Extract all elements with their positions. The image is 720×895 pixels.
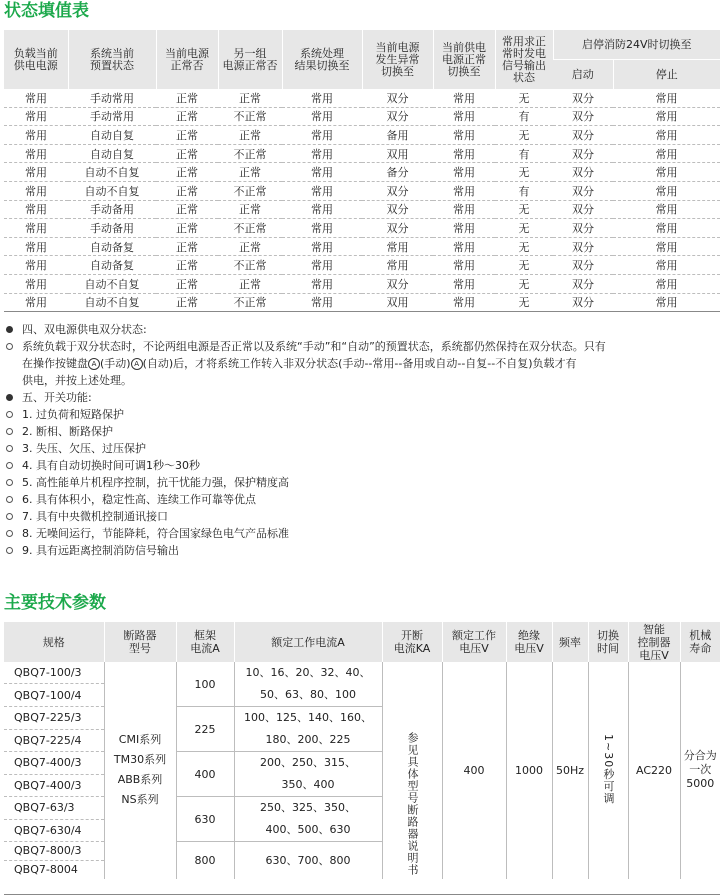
status-cell: 双用 — [362, 293, 433, 312]
status-cell: 双分 — [362, 219, 433, 238]
function-item: 2. 断相、断路保护 — [6, 423, 716, 440]
status-cell: 不正常 — [218, 293, 282, 312]
bullet-open-icon — [6, 547, 13, 554]
key-a-icon: A — [88, 358, 100, 370]
status-cell: 双分 — [362, 89, 433, 107]
spec-cell: QBQ7-225/3 — [4, 707, 104, 730]
status-cell: 正常 — [156, 89, 218, 107]
status-cell: 不正常 — [218, 219, 282, 238]
status-cell: 双分 — [553, 256, 613, 275]
status-cell: 常用 — [282, 274, 362, 293]
function-item: 7. 具有中央微机控制通讯接口 — [6, 508, 716, 525]
status-cell: 有 — [495, 107, 553, 126]
section1-title: 状态填值表 — [4, 1, 89, 21]
status-cell: 双分 — [553, 237, 613, 256]
status-cell: 常用 — [433, 163, 495, 182]
bullet-open-icon — [6, 428, 13, 435]
bullet-open-icon — [6, 496, 13, 503]
status-cell: 双分 — [362, 200, 433, 219]
t2-header: 频率 — [552, 622, 588, 662]
status-cell: 常用 — [613, 293, 720, 312]
t2-header: 额定工作 电压V — [442, 622, 506, 662]
status-cell: 正常 — [156, 107, 218, 126]
status-cell: 不正常 — [218, 181, 282, 200]
spec-cell: QBQ7-400/3 — [4, 774, 104, 797]
section5-heading: 五、开关功能: — [6, 389, 716, 406]
status-row — [4, 107, 720, 126]
bullet-open-icon — [6, 479, 13, 486]
function-item: 9. 具有远距离控制消防信号输出 — [6, 542, 716, 559]
function-item: 6. 具有体积小，稳定性高、连续工作可靠等优点 — [6, 491, 716, 508]
t1-subheader-start: 启动 — [553, 60, 613, 90]
status-row — [4, 181, 720, 200]
status-cell: 双分 — [553, 89, 613, 107]
status-cell: 正常 — [156, 237, 218, 256]
t2-header: 开断 电流KA — [382, 622, 442, 662]
breaking-current-cell: 参见具体型号断路器说明书 — [382, 662, 442, 879]
status-row — [4, 219, 720, 238]
t2-header: 切换 时间 — [588, 622, 628, 662]
status-cell: 自动自复 — [68, 144, 156, 163]
status-cell: 双分 — [553, 200, 613, 219]
status-cell: 备分 — [362, 163, 433, 182]
t1-header: 系统当前 预置状态 — [68, 30, 156, 89]
status-cell: 不正常 — [218, 107, 282, 126]
status-cell: 常用 — [4, 144, 68, 163]
rated-current-cell: 630、700、800 — [234, 842, 382, 879]
status-cell: 无 — [495, 256, 553, 275]
status-cell: 常用 — [282, 144, 362, 163]
status-cell: 手动备用 — [68, 219, 156, 238]
frame-current-cell: 400 — [176, 752, 234, 797]
status-cell: 自动备复 — [68, 256, 156, 275]
status-cell: 常用 — [282, 237, 362, 256]
status-cell: 常用 — [4, 126, 68, 145]
status-cell: 常用 — [4, 219, 68, 238]
status-cell: 手动备用 — [68, 200, 156, 219]
frame-current-cell: 225 — [176, 707, 234, 752]
t1-header: 系统处理 结果切换至 — [282, 30, 362, 89]
status-cell: 正常 — [156, 163, 218, 182]
status-cell: 常用 — [433, 107, 495, 126]
status-cell: 常用 — [433, 181, 495, 200]
status-cell: 常用 — [282, 126, 362, 145]
function-item: 1. 过负荷和短路保护 — [6, 406, 716, 423]
rated-current-cell: 100、125、140、160、 180、200、225 — [234, 707, 382, 752]
status-cell: 双分 — [553, 163, 613, 182]
rated-voltage-cell: 400 — [442, 662, 506, 879]
t2-header: 规格 — [4, 622, 104, 662]
status-cell: 常用 — [433, 219, 495, 238]
status-cell: 常用 — [282, 219, 362, 238]
t2-header: 额定工作电流A — [234, 622, 382, 662]
t2-header: 断路器 型号 — [104, 622, 176, 662]
status-cell: 常用 — [613, 89, 720, 107]
status-cell: 常用 — [282, 107, 362, 126]
status-cell: 手动常用 — [68, 89, 156, 107]
t1-header-fire: 启停消防24V时切换至 — [553, 30, 720, 60]
status-cell: 常用 — [613, 163, 720, 182]
t1-header: 负载当前 供电电源 — [4, 30, 68, 89]
status-row — [4, 200, 720, 219]
status-cell: 备用 — [362, 126, 433, 145]
function-item: 8. 无噪间运行，节能降耗，符合国家绿色电气产品标准 — [6, 525, 716, 542]
insulation-voltage-cell: 1000 — [506, 662, 552, 879]
status-cell: 常用 — [613, 219, 720, 238]
bullet-open-icon — [6, 462, 13, 469]
status-cell: 常用 — [433, 237, 495, 256]
notes-section — [6, 321, 716, 559]
status-cell: 常用 — [362, 256, 433, 275]
t1-header: 当前供电 电源正常 切换至 — [433, 30, 495, 89]
t1-header: 当前电源 发生异常 切换至 — [362, 30, 433, 89]
bullet-open-icon — [6, 513, 13, 520]
status-cell: 双分 — [362, 274, 433, 293]
status-cell: 常用 — [4, 237, 68, 256]
rated-current-cell: 10、16、20、32、40、 50、63、80、100 — [234, 662, 382, 707]
status-cell: 自动备复 — [68, 237, 156, 256]
status-cell: 双分 — [553, 144, 613, 163]
note-paragraph: 供电，并按上述处理。 — [22, 374, 132, 387]
bullet-filled-icon — [6, 326, 13, 333]
status-row — [4, 144, 720, 163]
spec-cell: QBQ7-800/3 — [4, 842, 104, 861]
status-cell: 常用 — [4, 89, 68, 107]
status-cell: 自动自复 — [68, 126, 156, 145]
status-cell: 正常 — [218, 200, 282, 219]
status-cell: 正常 — [218, 89, 282, 107]
status-cell: 正常 — [218, 163, 282, 182]
controller-voltage-cell: AC220 — [628, 662, 680, 879]
status-cell: 常用 — [4, 293, 68, 312]
status-cell: 常用 — [613, 181, 720, 200]
frame-current-cell: 100 — [176, 662, 234, 707]
status-row — [4, 237, 720, 256]
status-cell: 双分 — [553, 293, 613, 312]
spec-cell: QBQ7-630/4 — [4, 819, 104, 842]
frame-current-cell: 630 — [176, 797, 234, 842]
status-cell: 常用 — [613, 256, 720, 275]
status-cell: 正常 — [156, 219, 218, 238]
status-cell: 常用 — [282, 89, 362, 107]
status-cell: 常用 — [613, 200, 720, 219]
status-row — [4, 293, 720, 312]
status-cell: 常用 — [282, 181, 362, 200]
status-cell: 常用 — [613, 107, 720, 126]
spec-cell: QBQ7-8004 — [14, 863, 78, 877]
switch-time-cell: 1~30秒可调 — [588, 662, 628, 879]
status-cell: 常用 — [282, 200, 362, 219]
t1-header: 另一组 电源正常否 — [218, 30, 282, 89]
status-cell: 常用 — [433, 89, 495, 107]
bullet-open-icon — [6, 411, 13, 418]
status-cell: 常用 — [282, 256, 362, 275]
spec-cell: QBQ7-225/4 — [4, 729, 104, 752]
status-cell: 无 — [495, 126, 553, 145]
bullet-filled-icon — [6, 394, 13, 401]
status-row — [4, 89, 720, 107]
status-cell: 无 — [495, 237, 553, 256]
status-cell: 不正常 — [218, 144, 282, 163]
status-cell: 常用 — [362, 237, 433, 256]
status-cell: 常用 — [613, 274, 720, 293]
status-cell: 常用 — [433, 293, 495, 312]
status-cell: 常用 — [433, 274, 495, 293]
status-cell: 正常 — [156, 274, 218, 293]
status-cell: 双用 — [362, 144, 433, 163]
status-cell: 正常 — [156, 181, 218, 200]
spec-cell: QBQ7-400/3 — [4, 752, 104, 775]
spec-cell: QBQ7-100/3 — [4, 662, 104, 684]
status-cell: 常用 — [613, 144, 720, 163]
function-item: 4. 具有自动切换时间可调1秒～30秒 — [6, 457, 716, 474]
status-cell: 自动不自复 — [68, 274, 156, 293]
status-cell: 常用 — [433, 200, 495, 219]
t2-header: 绝缘 电压V — [506, 622, 552, 662]
status-cell: 无 — [495, 89, 553, 107]
t1-subheader-stop: 停止 — [613, 60, 720, 90]
status-cell: 常用 — [4, 256, 68, 275]
frequency-cell: 50Hz — [552, 662, 588, 879]
status-cell: 双分 — [553, 274, 613, 293]
status-cell: 自动不自复 — [68, 181, 156, 200]
status-cell: 自动不自复 — [68, 293, 156, 312]
status-cell: 有 — [495, 181, 553, 200]
status-row — [4, 256, 720, 275]
t1-header: 当前电源 正常否 — [156, 30, 218, 89]
status-cell: 正常 — [156, 144, 218, 163]
status-cell: 常用 — [4, 274, 68, 293]
note-paragraph: 在操作按键盘 A (手动) A (自动)后，才将系统工作转入非双分状态(手动--常用--备用或自动--自复--不自复)负载才有 — [22, 357, 577, 370]
status-cell: 双分 — [362, 181, 433, 200]
status-cell: 双分 — [362, 107, 433, 126]
status-cell: 常用 — [4, 200, 68, 219]
status-row — [4, 163, 720, 182]
key-a-icon: A — [131, 358, 143, 370]
status-cell: 有 — [495, 144, 553, 163]
rated-current-cell: 200、250、315、 350、400 — [234, 752, 382, 797]
status-cell: 双分 — [553, 181, 613, 200]
bullet-open-icon — [6, 445, 13, 452]
status-cell: 无 — [495, 200, 553, 219]
status-cell: 正常 — [218, 126, 282, 145]
bullet-open-icon — [6, 530, 13, 537]
status-cell: 常用 — [4, 107, 68, 126]
status-cell: 正常 — [156, 293, 218, 312]
status-cell: 常用 — [613, 237, 720, 256]
status-cell: 正常 — [218, 237, 282, 256]
status-cell: 常用 — [4, 181, 68, 200]
status-row — [4, 274, 720, 293]
status-cell: 正常 — [218, 274, 282, 293]
status-cell: 手动常用 — [68, 107, 156, 126]
section4-heading: 四、双电源供电双分状态: — [6, 321, 716, 338]
status-cell: 无 — [495, 293, 553, 312]
note-paragraph: 系统负载于双分状态时，不论两组电源是否正常以及系统“手动”和“自动”的预置状态，系统都仍然保持在双分状态。只有 — [6, 338, 716, 355]
bullet-open-icon — [6, 343, 13, 350]
status-cell: 常用 — [282, 163, 362, 182]
status-row — [4, 126, 720, 145]
rated-current-cell: 250、325、350、 400、500、630 — [234, 797, 382, 842]
status-cell: 正常 — [156, 126, 218, 145]
status-cell: 常用 — [433, 256, 495, 275]
section2-title: 主要技术参数 — [4, 593, 106, 613]
status-table — [4, 30, 720, 312]
t2-header: 智能 控制器 电压V — [628, 622, 680, 662]
function-item: 5. 高性能单片机程序控制，抗干忧能力强，保护精度高 — [6, 474, 716, 491]
status-cell: 双分 — [553, 126, 613, 145]
status-cell: 双分 — [553, 107, 613, 126]
t2-header: 机械 寿命 — [680, 622, 720, 662]
spec-cell: QBQ7-100/4 — [4, 684, 104, 707]
status-cell: 常用 — [4, 163, 68, 182]
function-item: 3. 失压、欠压、过压保护 — [6, 440, 716, 457]
status-cell: 自动不自复 — [68, 163, 156, 182]
frame-current-cell: 800 — [176, 842, 234, 879]
status-cell: 常用 — [433, 126, 495, 145]
status-cell: 常用 — [613, 126, 720, 145]
spec-cell: QBQ7-63/3 — [4, 797, 104, 820]
breaker-types-cell: CMI系列 TM30系列 ABB系列 NS系列 — [104, 662, 176, 879]
status-cell: 常用 — [282, 293, 362, 312]
status-cell: 双分 — [553, 219, 613, 238]
status-cell: 正常 — [156, 200, 218, 219]
tech-params-table — [4, 622, 720, 879]
status-cell: 无 — [495, 219, 553, 238]
status-cell: 正常 — [156, 256, 218, 275]
mechanical-life-cell: 分合为一次 5000 — [680, 662, 720, 879]
status-cell: 无 — [495, 163, 553, 182]
status-cell: 无 — [495, 274, 553, 293]
t1-header: 常用求正 常时发电 信号输出 状态 — [495, 30, 553, 89]
t2-header: 框架 电流A — [176, 622, 234, 662]
status-cell: 常用 — [433, 144, 495, 163]
status-cell: 不正常 — [218, 256, 282, 275]
